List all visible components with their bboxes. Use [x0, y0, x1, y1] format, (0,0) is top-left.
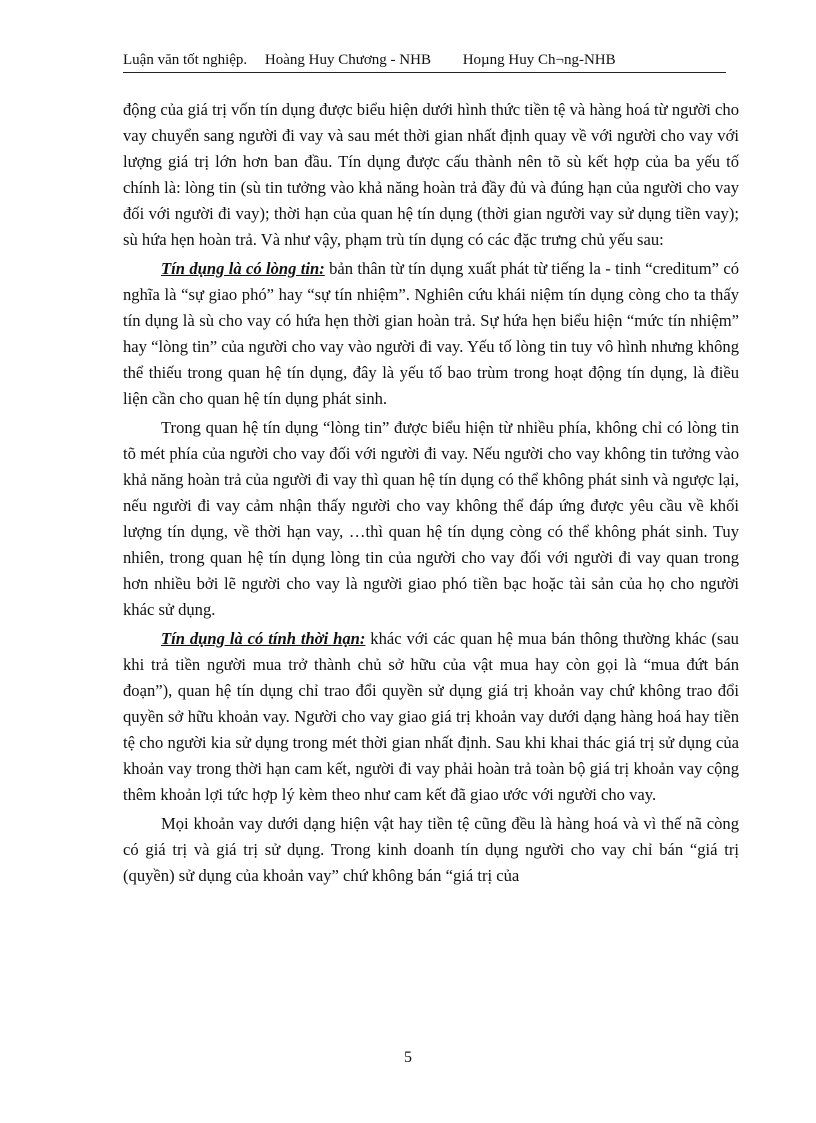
page-number: 5: [404, 1049, 412, 1066]
paragraph-3-text: Trong quan hệ tín dụng “lòng tin” được biểu hiện từ nhiều phía, không chỉ có lòng tin tõ mét phía của người cho vay đối với người đi vay. Nếu người cho vay không tin tưởng vào khả năng hoàn trả của người đi vay thì quan hệ tín dụng có thể không phát sinh và ngược lại, nếu người đi vay cảm nhận thấy người cho vay không thể đáp ứng được yêu cầu về khối lượng tín dụng, về thời hạn vay, …thì quan hệ tín dụng còng có thể không phát sinh. Tuy nhiên, trong quan hệ tín dụng lòng tin của người cho vay đối với người đi vay quan trong hơn nhiều bởi lẽ người cho vay là người giao phó tiền bạc hoặc tài sản của họ cho người khác sử dụng.: [123, 418, 739, 619]
paragraph-2: [123, 256, 739, 412]
paragraph-3: [123, 415, 739, 623]
paragraph-1-text: động của giá trị vốn tín dụng được biểu hiện dưới hình thức tiền tệ và hàng hoá từ người cho vay chuyển sang người đi vay và sau mét thời gian nhất định quay về với người cho vay với lượng giá trị lớn hơn ban đầu. Tín dụng được cấu thành nên tõ sù kết hợp của ba yếu tố chính là: lòng tin (sù tin tưởng vào khả năng hoàn trả đầy đủ và đúng hạn của người cho vay đối với người đi vay); thời hạn của quan hệ tín dụng (thời gian người vay sử dụng tiền vay); sù hứa hẹn hoàn trả. Và như vậy, phạm trù tín dụng có các đặc trưng chủ yếu sau:: [123, 100, 739, 249]
page-header: [123, 52, 726, 73]
paragraph-4-text: khác với các quan hệ mua bán thông thường khác (sau khi trả tiền người mua trở thành chủ sở hữu của vật mua hay còn gọi là “mua đứt bán đoạn”), quan hệ tín dụng chỉ trao đổi quyền sử dụng giá trị khoản vay chứ không trao đổi quyền sở hữu khoản vay. Người cho vay giao giá trị khoản vay dưới dạng hàng hoá hay tiền tệ cho người kia sử dụng trong mét thời gian nhất định. Sau khi khai thác giá trị sử dụng của khoản vay trong thời hạn cam kết, người đi vay phải hoàn trả toàn bộ giá trị khoản vay cộng thêm khoản lợi tức hợp lý kèm theo như cam kết đã giao ước với người cho vay.: [123, 629, 739, 804]
paragraph-2-text: bản thân từ tín dụng xuất phát từ tiếng la - tinh “creditum” có nghĩa là “sự giao phó” hay “sự tín nhiệm”. Nghiên cứu khái niệm tín dụng còng cho ta thấy tín dụng là sù cho vay có hứa hẹn thời gian hoàn trả. Sự hứa hẹn biểu hiện “mức tín nhiệm” hay “lòng tin” của người cho vay vào người đi vay. Yếu tố lòng tin tuy vô hình nhưng không thể thiếu trong quan hệ tín dụng, đây là yếu tố bao trùm trong hoạt động tín dụng, là điều liện cần cho quan hệ tín dụng phát sinh.: [123, 259, 739, 408]
paragraph-1: [123, 97, 739, 253]
header-thesis-label: Luận văn tốt nghiệp.: [123, 52, 248, 68]
header-author-garbled: Hoµng Huy Ch¬ng-NHB: [462, 52, 616, 68]
paragraph-4: [123, 626, 739, 808]
header-author: Hoàng Huy Chương - NHB: [264, 52, 431, 68]
paragraph-5-text: Mọi khoản vay dưới dạng hiện vật hay tiền tệ cũng đều là hàng hoá và vì thế nã còng có giá trị và giá trị sử dụng. Trong kinh doanh tín dụng người cho vay chỉ bán “giá trị (quyền) sử dụng của khoản vay” chứ không bán “giá trị của: [123, 814, 739, 885]
document-body: [123, 97, 739, 892]
paragraph-5: [123, 811, 739, 889]
term-term-nature: Tín dụng là có tính thời hạn:: [161, 629, 366, 648]
term-trust: Tín dụng là có lòng tin:: [161, 259, 325, 278]
